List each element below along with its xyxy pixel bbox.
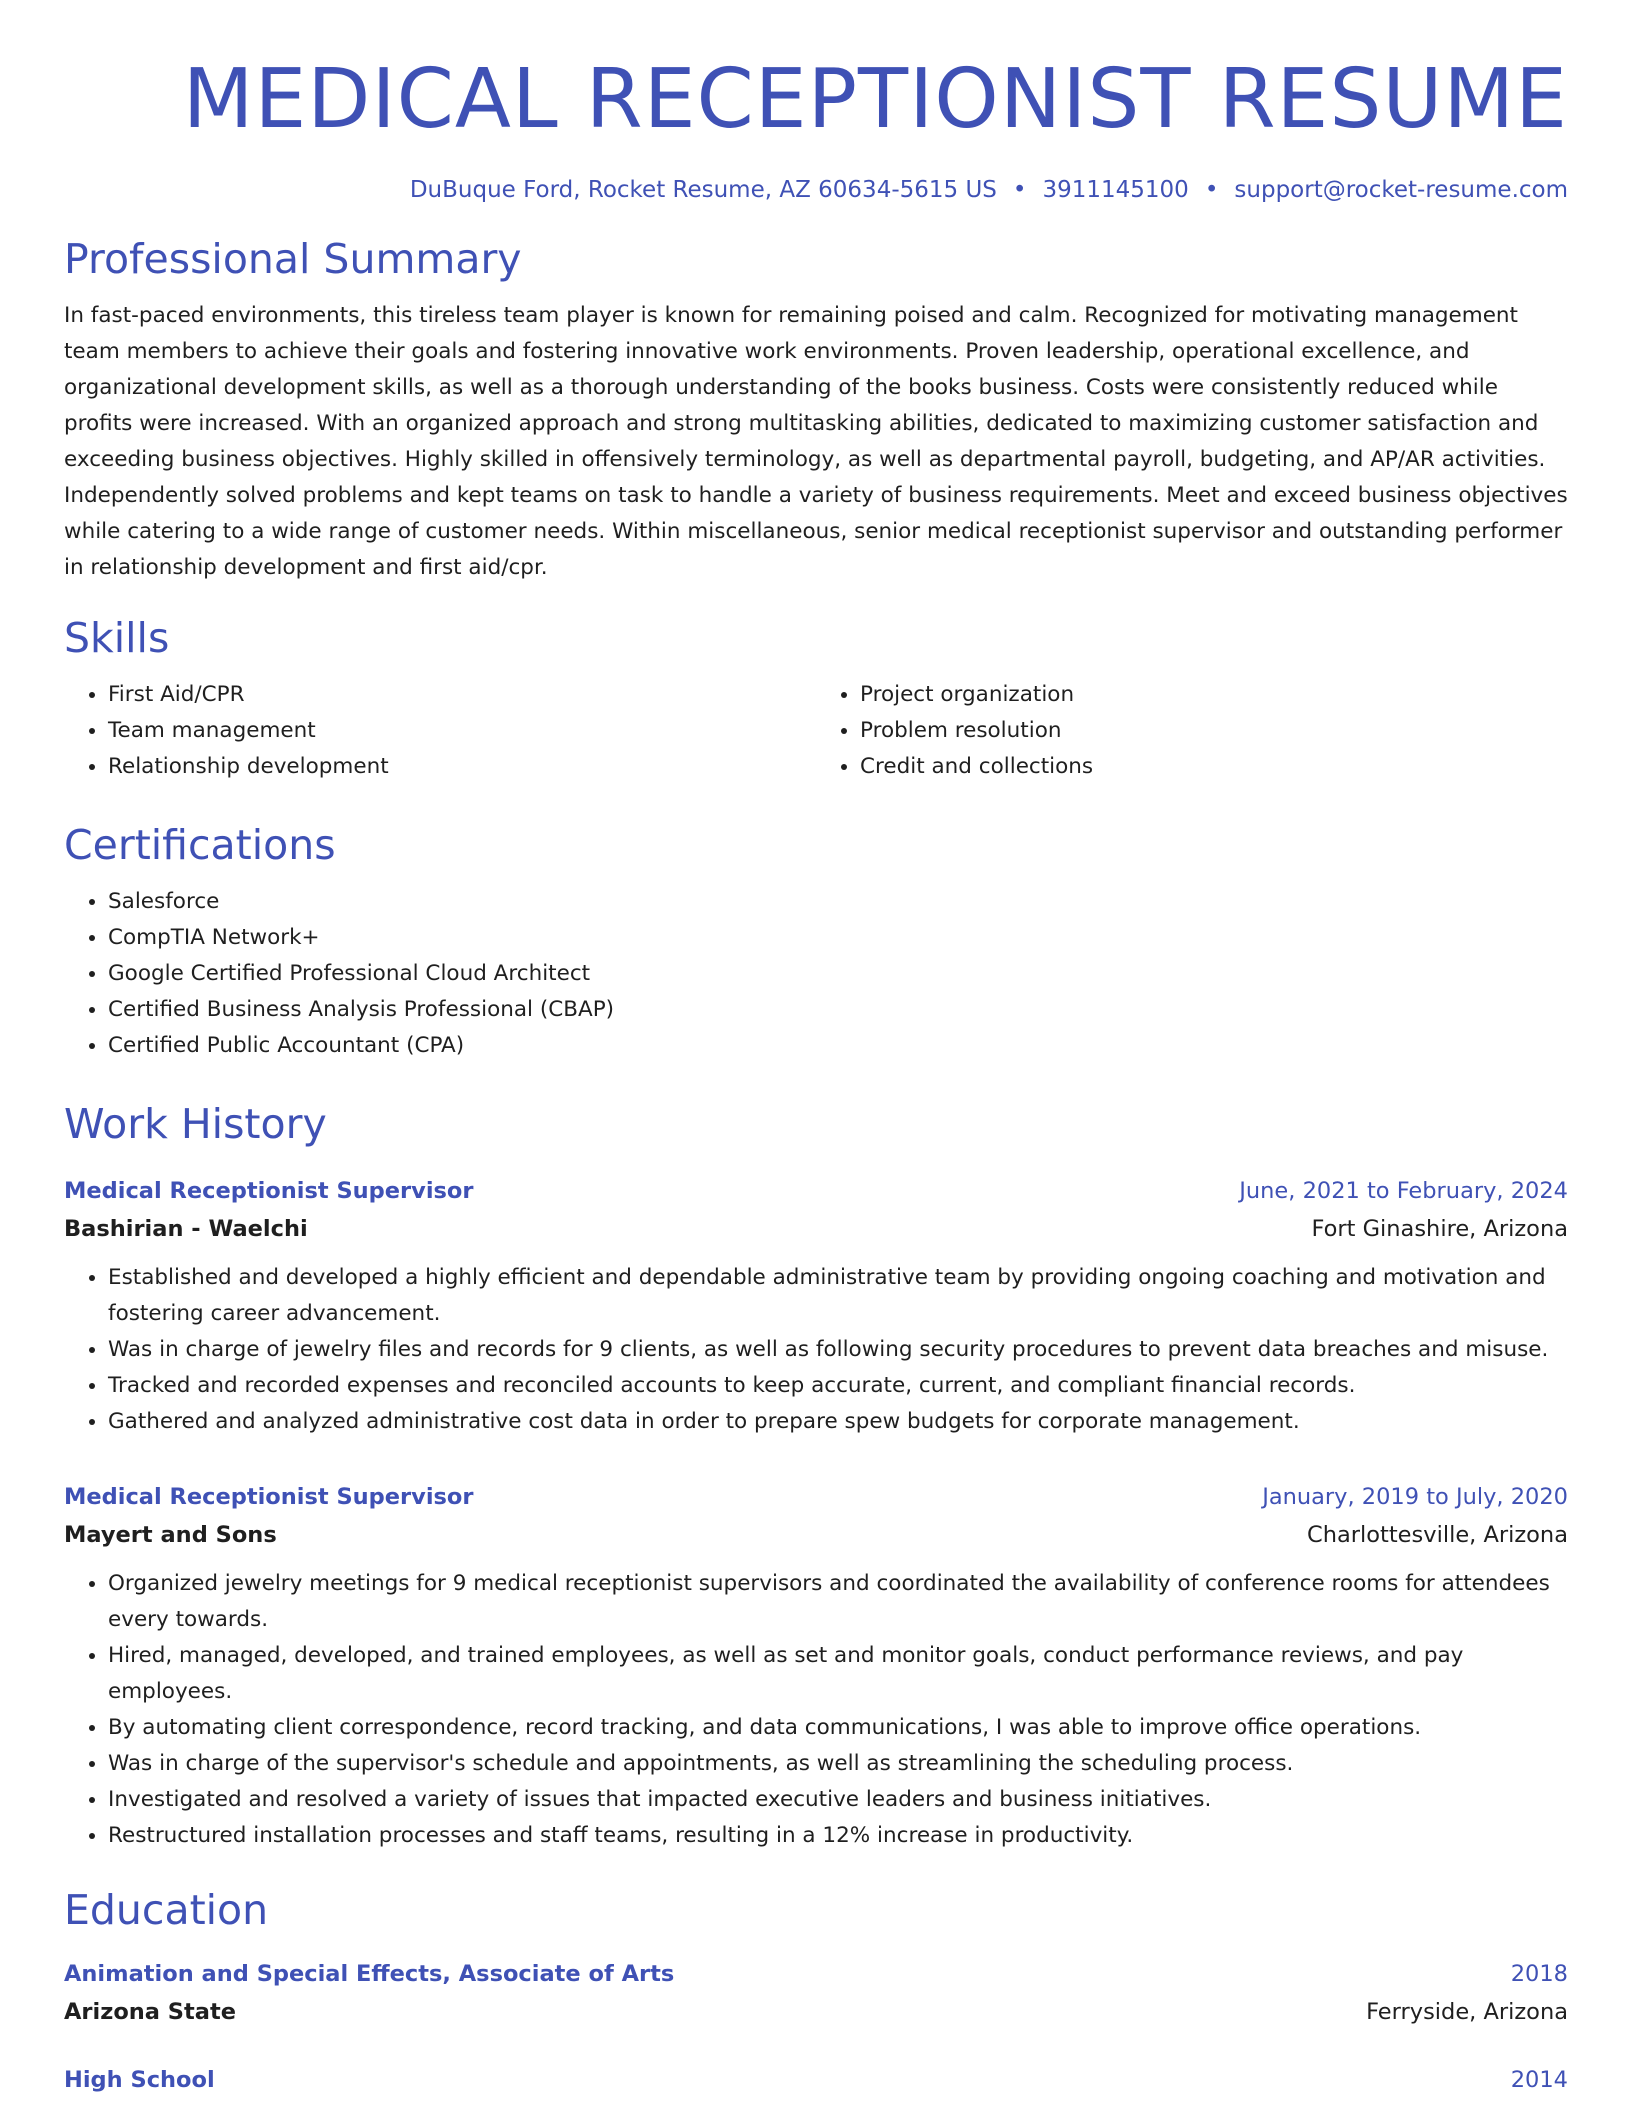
job-bullet: • Was in charge of jewelry files and records for 9 clients, as well as following security procedures to prevent data breaches and misuse. <box>108 1332 1568 1368</box>
job-bullet: • Was in charge of the supervisor's schedule and appointments, as well as streamlining the scheduling process. <box>108 1746 1568 1782</box>
job-location: Fort Ginashire, Arizona <box>1311 1215 1568 1242</box>
education-entry <box>64 2061 1568 2099</box>
certification-item: • Salesforce <box>108 884 1568 920</box>
skill-item: • First Aid/CPR <box>108 677 816 713</box>
job-entry <box>64 1172 1568 1440</box>
summary-section <box>64 235 1568 586</box>
job-subheader <box>64 1210 1568 1248</box>
skill-item: • Team management <box>108 713 816 749</box>
certification-item: • Google Certified Professional Cloud Architect <box>108 956 1568 992</box>
certifications-section <box>64 821 1568 1064</box>
job-header <box>64 1478 1568 1516</box>
job-entry <box>64 1478 1568 1854</box>
skills-grid <box>64 677 1568 785</box>
summary-heading: Professional Summary <box>64 234 522 283</box>
job-bullets <box>64 1566 1568 1854</box>
certifications-list <box>64 884 1568 1064</box>
skills-list-left <box>64 677 816 785</box>
company-name: Mayert and Sons <box>64 1521 277 1548</box>
work-history-heading: Work History <box>64 1100 327 1149</box>
job-bullets <box>64 1260 1568 1440</box>
job-bullet: • Restructured installation processes and staff teams, resulting in a 12% increase in productivity. <box>108 1818 1568 1854</box>
degree: Animation and Special Effects, Associate of Arts <box>64 1960 675 1987</box>
education-year: 2018 <box>1510 1960 1568 1987</box>
certification-item: • Certified Business Analysis Professional (CBAP) <box>108 992 1568 1028</box>
job-dates: January, 2019 to July, 2020 <box>1262 1483 1568 1510</box>
job-location: Charlottesville, Arizona <box>1307 1521 1568 1548</box>
separator-dot: • <box>1012 176 1027 203</box>
education-year: 2014 <box>1510 2066 1568 2093</box>
job-bullet: • Investigated and resolved a variety of issues that impacted executive leaders and business initiatives. <box>108 1782 1568 1818</box>
skill-item: • Problem resolution <box>860 713 1568 749</box>
skill-item: • Credit and collections <box>860 749 1568 785</box>
job-bullet: • Hired, managed, developed, and trained employees, as well as set and monitor goals, conduct performance reviews, and pay employees. <box>108 1638 1568 1710</box>
address: DuBuque Ford, Rocket Resume, AZ 60634-5615 US <box>409 176 997 203</box>
job-bullet: • Gathered and analyzed administrative cost data in order to prepare spew budgets for corporate management. <box>108 1404 1568 1440</box>
school-name: Arizona State <box>64 1998 236 2025</box>
job-title: Medical Receptionist Supervisor <box>64 1483 474 1510</box>
job-bullet: • Established and developed a highly efficient and dependable administrative team by providing ongoing coaching and motivation and fostering career advancement. <box>108 1260 1568 1332</box>
job-header <box>64 1172 1568 1210</box>
phone: 3911145100 <box>1042 176 1189 203</box>
skills-list-right <box>816 677 1568 785</box>
job-dates: June, 2021 to February, 2024 <box>1239 1177 1568 1204</box>
company-name: Bashirian - Waelchi <box>64 1215 308 1242</box>
education-section <box>64 1886 1568 2099</box>
job-bullet: • Tracked and recorded expenses and reconciled accounts to keep accurate, current, and compliant financial records. <box>108 1368 1568 1404</box>
school-location: Ferryside, Arizona <box>1366 1998 1568 2025</box>
skill-item: • Relationship development <box>108 749 816 785</box>
education-subheader <box>64 1993 1568 2031</box>
job-bullet: • By automating client correspondence, record tracking, and data communications, I was able to improve office operations. <box>108 1710 1568 1746</box>
resume-title: MEDICAL RECEPTIONIST RESUME <box>182 52 1568 147</box>
education-header <box>64 2061 1568 2099</box>
separator-dot: • <box>1204 176 1219 203</box>
certification-item: • Certified Public Accountant (CPA) <box>108 1028 1568 1064</box>
job-bullet: • Organized jewelry meetings for 9 medical receptionist supervisors and coordinated the availability of conference rooms for attendees every towards. <box>108 1566 1568 1638</box>
job-subheader <box>64 1516 1568 1554</box>
certification-item: • CompTIA Network+ <box>108 920 1568 956</box>
skills-section <box>64 614 1568 785</box>
education-heading: Education <box>64 1885 269 1934</box>
summary-text: In fast-paced environments, this tireless team player is known for remaining poised and calm. Recognized for motivating management team members to achieve their goals and fostering innovative work environments. Proven leadership, operational excellence, and organizational development skills, as well as a thorough understanding of the books business. Costs were consistently reduced while profits were increased. With an organized approach and strong multitasking abilities, dedicated to maximizing customer satisfaction and exceeding business objectives. Highly skilled in offensively terminology, as well as departmental payroll, budgeting, and AP/AR activities. Independently solved problems and kept teams on task to handle a variety of business requirements. Meet and exceed business objectives while catering to a wide range of customer needs. Within miscellaneous, senior medical receptionist supervisor and outstanding performer in relationship development and first aid/cpr. <box>64 302 1568 580</box>
certifications-heading: Certifications <box>64 821 336 870</box>
email-link[interactable]: support@rocket-resume.com <box>1234 176 1568 203</box>
work-history-section <box>64 1100 1568 1853</box>
education-header <box>64 1955 1568 1993</box>
skills-heading: Skills <box>64 613 170 662</box>
skill-item: • Project organization <box>860 677 1568 713</box>
job-title: Medical Receptionist Supervisor <box>64 1177 474 1204</box>
degree: High School <box>64 2066 215 2093</box>
contact-line <box>64 177 1568 203</box>
education-entry <box>64 1955 1568 2031</box>
